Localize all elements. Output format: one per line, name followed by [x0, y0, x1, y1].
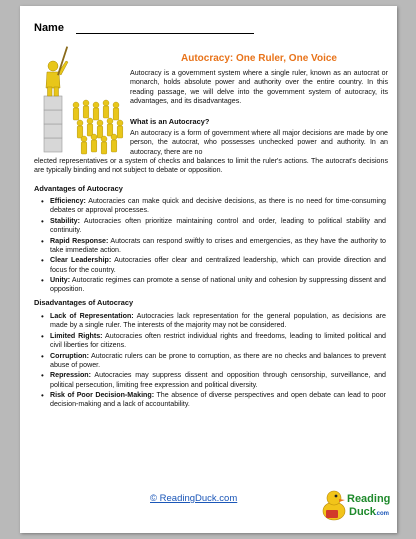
item-term: Rapid Response:	[50, 236, 109, 245]
item-term: Unity:	[50, 276, 71, 285]
leader-figure-icon	[46, 61, 68, 96]
item-term: Lack of Representation:	[50, 312, 134, 320]
item-text: Autocracies offer clear and centralized leadership, which can provide direction and focus for the country.	[50, 256, 386, 274]
disadvantages-list	[50, 312, 386, 411]
copyright-link[interactable]: © ReadingDuck.com	[150, 493, 238, 504]
name-label: Name	[34, 22, 64, 34]
item-text: Autocracies often restrict individual rights and freedoms, leading to limited political and civil liberties for citizens.	[50, 331, 387, 350]
duck-icon	[323, 491, 345, 520]
list-item	[50, 217, 386, 236]
list-item	[50, 391, 386, 410]
item-term: Corruption:	[50, 351, 90, 360]
crowd-icon	[73, 100, 123, 154]
item-text: Autocracies may suppress dissent and opposition through censorship, surveillance, and political persecution, limiting free expression and political diversity.	[50, 371, 386, 389]
pedestal-icon	[44, 96, 62, 152]
what-paragraph-part1: An autocracy is a form of government where all major decisions are made by one person, the autocrat, who possesses unchecked power and authority. In an autocracy, there are no	[130, 129, 388, 156]
intro-paragraph: Autocracy is a government system where a single ruler, known as an autocrat or monarch, holds absolute power and authority over the entire country. In this reading passage, we will delve into the government system of autocracy, its advantages, and its disadvantages.	[130, 69, 388, 106]
passage-title: Autocracy: One Ruler, One Voice	[181, 53, 337, 64]
advantages-heading: Advantages of Autocracy	[34, 184, 123, 193]
list-item	[50, 237, 386, 256]
logo-text-duck: Duck	[349, 506, 376, 518]
item-term: Clear Leadership:	[50, 256, 112, 265]
item-term: Efficiency:	[50, 197, 86, 205]
list-item	[50, 332, 386, 351]
list-item	[50, 276, 386, 295]
advantages-list	[50, 197, 386, 296]
autocrat-illustration	[32, 40, 128, 156]
name-blank-line	[76, 33, 254, 34]
list-item	[50, 197, 386, 216]
item-term: Risk of Poor Decision-Making:	[50, 391, 155, 400]
item-text: Autocratic regimes can promote a sense of national unity and cohesion by suppressing dissent and opposition.	[50, 276, 386, 294]
item-text: The absence of diverse perspectives and open debate can lead to poor decision-making and a lack of accountability.	[50, 391, 386, 409]
list-item	[50, 352, 386, 371]
disadvantages-heading: Disadvantages of Autocracy	[34, 298, 134, 307]
item-text: Autocratic rulers can be prone to corruption, as there are no checks and balances to prevent abuse of power.	[50, 351, 386, 369]
list-item	[50, 371, 386, 390]
item-text: Autocracies can make quick and decisive decisions, as there is no need for time-consuming debates or approval processes.	[50, 197, 386, 215]
list-item	[50, 312, 386, 331]
item-term: Stability:	[50, 216, 80, 225]
item-text: Autocrats can respond swiftly to crises and emergencies, as they have the authority to take immediate action.	[50, 236, 386, 254]
item-term: Limited Rights:	[50, 331, 103, 340]
what-heading: What is an Autocracy?	[130, 117, 210, 126]
reading-duck-logo	[320, 484, 392, 524]
item-text: Autocracies lack representation for the general population, as decisions are made by a single ruler. The interests of the majority may not be considered.	[50, 312, 386, 330]
item-text: Autocracies often prioritize maintaining control and order, leading to political stability and continuity.	[50, 216, 386, 235]
list-item	[50, 256, 386, 275]
what-paragraph-part2: elected representatives or a system of checks and balances to limit the ruler's actions. The autocrat's decisions are typically binding and not subject to debate or opposition.	[34, 157, 388, 175]
worksheet-page	[20, 6, 397, 533]
logo-text-suffix: .com	[375, 511, 390, 517]
logo-text-reading: Reading	[347, 493, 391, 505]
item-term: Repression:	[50, 371, 91, 380]
